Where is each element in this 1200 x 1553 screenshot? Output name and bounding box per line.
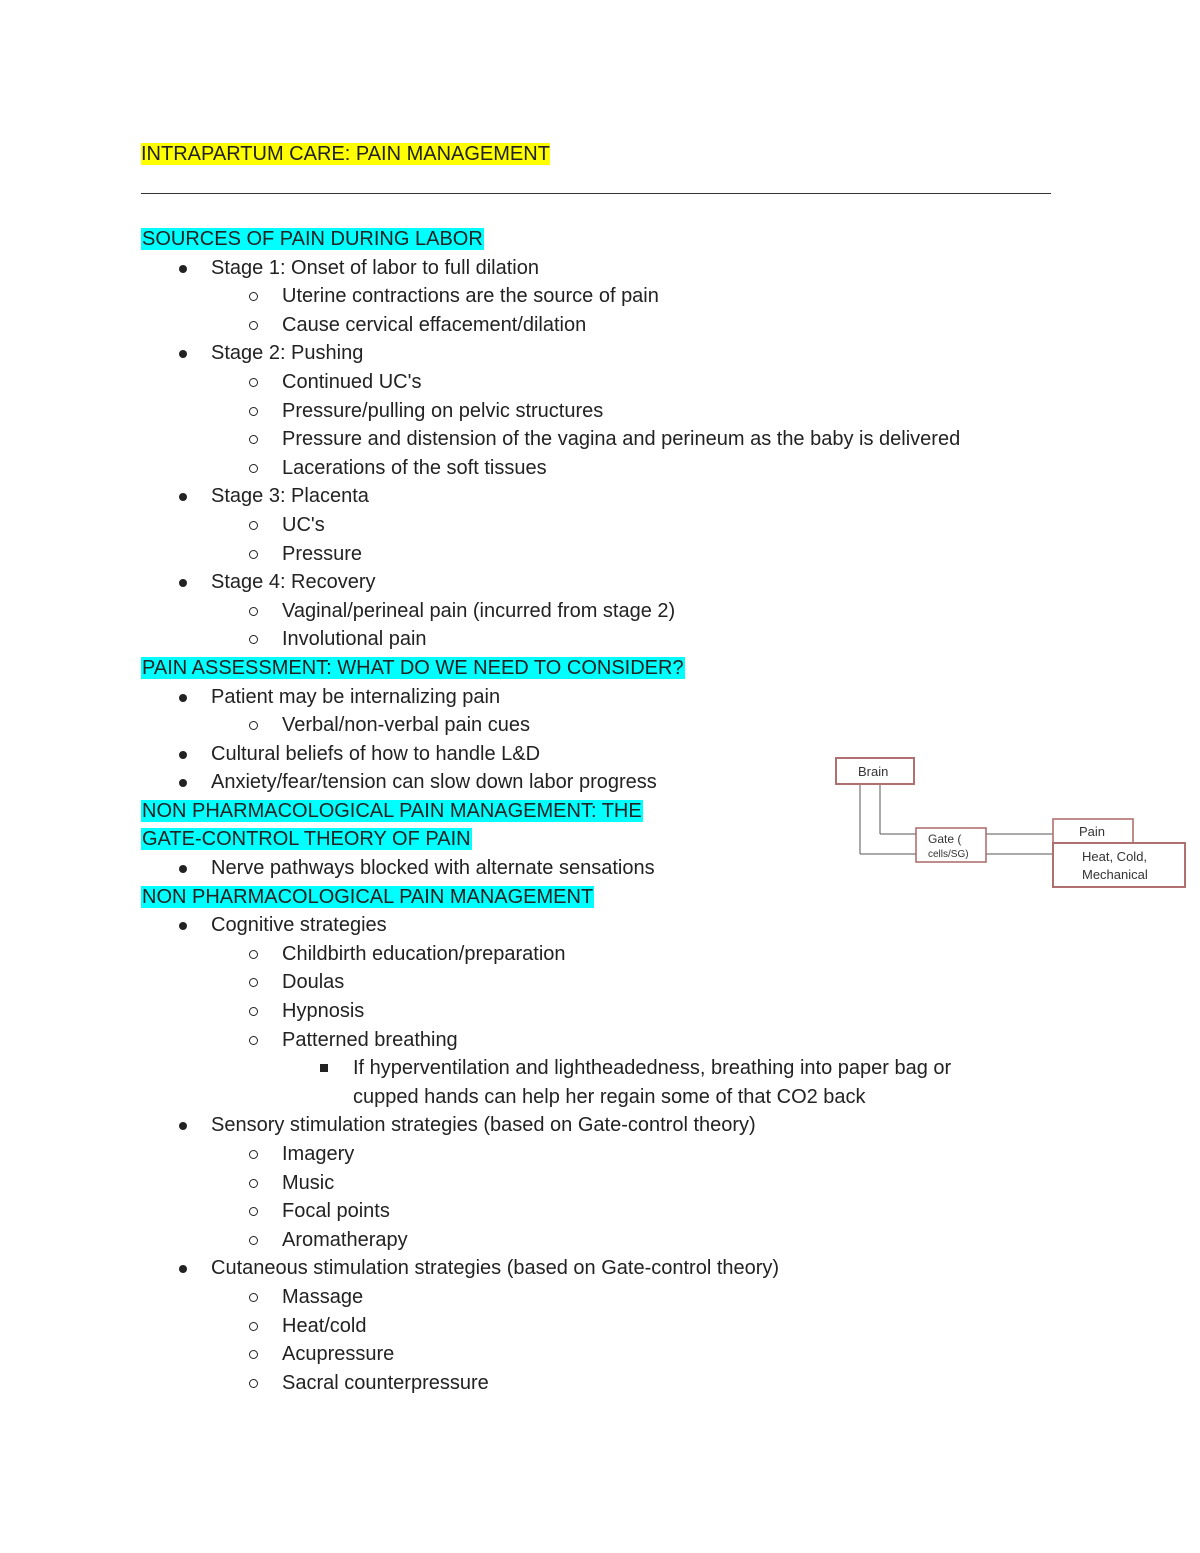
list-subitem: Childbirth education/preparation [141, 940, 1041, 969]
section-heading: SOURCES OF PAIN DURING LABOR [142, 228, 483, 250]
list-item: Stage 2: Pushing [141, 339, 1041, 368]
list-subitem: Continued UC's [141, 368, 1041, 397]
list-item: Sensory stimulation strategies (based on Gate-control theory) [141, 1111, 1041, 1140]
list-subitem: Lacerations of the soft tissues [141, 454, 1041, 483]
list-subitem: Vaginal/perineal pain (incurred from stage 2) [141, 597, 1041, 626]
list-subitem: Involutional pain [141, 625, 1041, 654]
section-heading: NON PHARMACOLOGICAL PAIN MANAGEMENT [142, 885, 594, 908]
list-subsubitem-continued: cupped hands can help her regain some of that CO2 back [353, 1085, 866, 1108]
brain-label: Brain [858, 764, 889, 779]
list-subsubitem: If hyperventilation and lightheadedness, breathing into paper bag or [141, 1054, 1041, 1083]
bullet-list [141, 911, 1041, 1397]
stimulus-label-line2: Mechanical [1082, 867, 1148, 882]
list-subitem: Doulas [141, 968, 1041, 997]
list-subitem: Focal points [141, 1197, 1041, 1226]
list-subitem: Pressure/pulling on pelvic structures [141, 397, 1041, 426]
list-subitem: Imagery [141, 1140, 1041, 1169]
list-subitem: Patterned breathing [141, 1026, 1041, 1055]
list-item: Cognitive strategies [141, 911, 1041, 940]
list-subitem: UC's [141, 511, 1041, 540]
section-heading: NON PHARMACOLOGICAL PAIN MANAGEMENT: THE [142, 799, 642, 822]
list-item: Stage 1: Onset of labor to full dilation [141, 254, 1041, 283]
gate-control-diagram [830, 752, 1190, 892]
bullet-list [141, 254, 1041, 654]
gate-label: Gate ( [928, 832, 962, 846]
section-heading-continued: GATE-CONTROL THEORY OF PAIN [142, 828, 471, 851]
list-item: Cultural beliefs of how to handle L&D [141, 740, 1041, 769]
list-item: Patient may be internalizing pain [141, 683, 1041, 712]
list-subitem: Hypnosis [141, 997, 1041, 1026]
list-item: Stage 3: Placenta [141, 482, 1041, 511]
list-item: Nerve pathways blocked with alternate sensations [141, 854, 1041, 883]
list-subitem: Pressure [141, 540, 1041, 569]
stimulus-label-line1: Heat, Cold, [1082, 849, 1148, 864]
page-title [141, 142, 550, 166]
list-subitem: Acupressure [141, 1340, 1041, 1369]
horizontal-rule [141, 193, 1051, 194]
section-heading: PAIN ASSESSMENT: WHAT DO WE NEED TO CONSIDER? [142, 656, 684, 679]
list-subitem: Aromatherapy [141, 1226, 1041, 1255]
list-subitem: Sacral counterpressure [141, 1369, 1041, 1398]
list-item: Anxiety/fear/tension can slow down labor progress [141, 768, 1041, 797]
list-subitem: Cause cervical effacement/dilation [141, 311, 1041, 340]
list-subitem: Uterine contractions are the source of pain [141, 282, 1041, 311]
pain-label: Pain [1079, 824, 1106, 839]
page-title-text: INTRAPARTUM CARE: PAIN MANAGEMENT [141, 143, 550, 165]
list-item: Cutaneous stimulation strategies (based on Gate-control theory) [141, 1254, 1041, 1283]
list-subitem: Heat/cold [141, 1312, 1041, 1341]
list-subitem: Massage [141, 1283, 1041, 1312]
list-subitem: Verbal/non-verbal pain cues [141, 711, 1041, 740]
list-item: Stage 4: Recovery [141, 568, 1041, 597]
list-subitem: Music [141, 1169, 1041, 1198]
gate-sublabel: cells/SG) [928, 849, 969, 860]
list-subitem: Pressure and distension of the vagina and perineum as the baby is delivered [141, 425, 1041, 454]
